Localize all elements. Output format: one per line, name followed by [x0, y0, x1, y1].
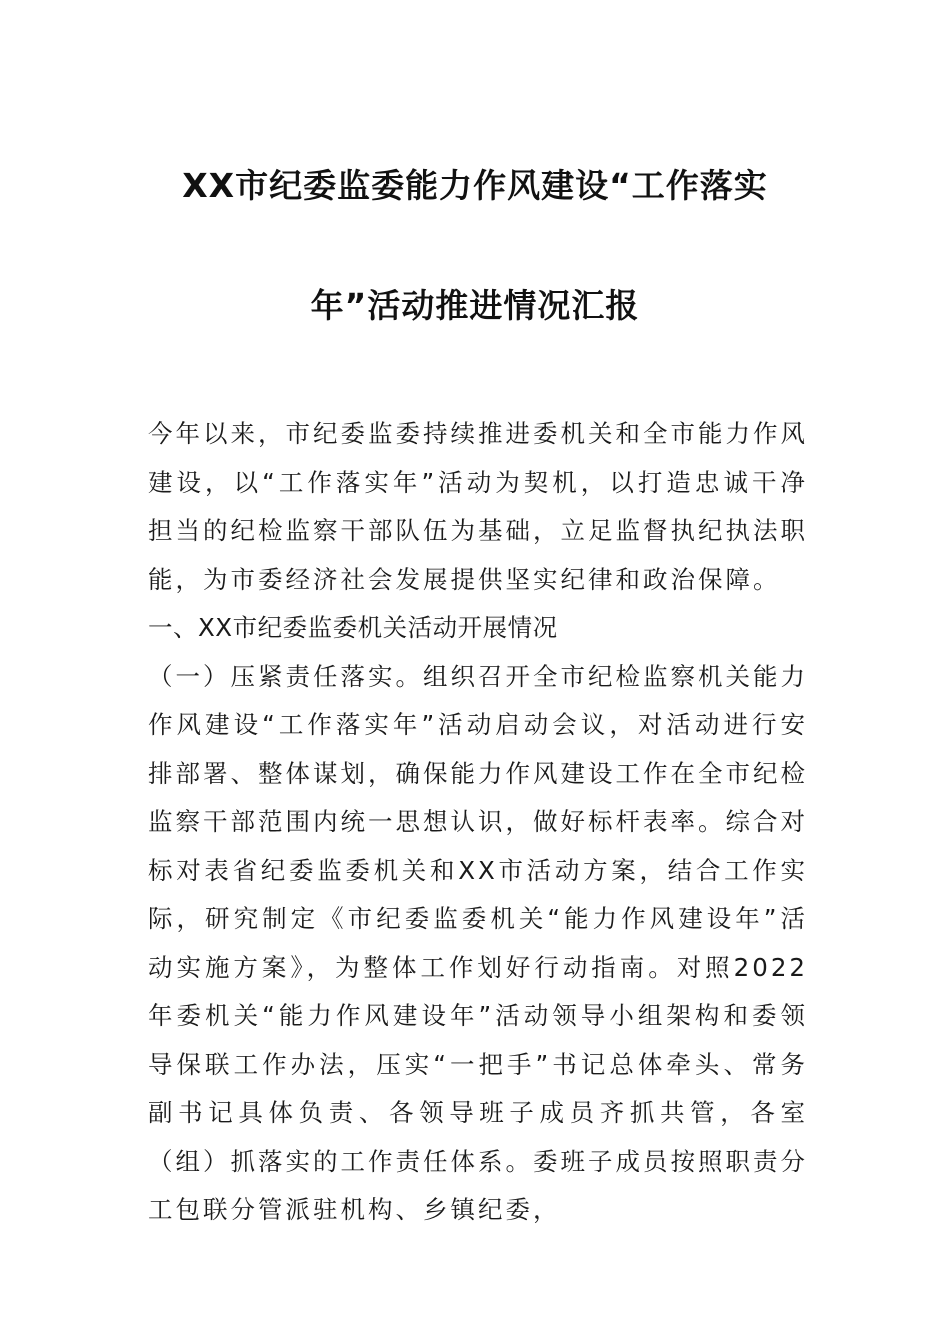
document-title-line-2: 年”活动推进情况汇报 — [310, 286, 640, 325]
document-body — [148, 410, 808, 1235]
intro-paragraph: 今年以来，市纪委监委持续推进委机关和全市能力作风建设，以“工作落实年”活动为契机，以打造忠诚干净担当的纪检监察干部队伍为基础，立足监督执纪执法职能，为市委经济社会发展提供坚实纪律和政治保障。 — [148, 419, 808, 594]
section-1-heading: 一、XX市纪委监委机关活动开展情况 — [148, 613, 558, 642]
section-1-paragraph-1: （一）压紧责任落实。组织召开全市纪检监察机关能力作风建设“工作落实年”活动启动会议，对活动进行安排部署、整体谋划，确保能力作风建设工作在全市纪检监察干部范围内统一思想认识，做好标杆表率。综合对标对表省纪委监委机关和XX市活动方案，结合工作实际，研究制定《市纪委监委机关“能力作风建设年”活动实施方案》，为整体工作划好行动指南。对照2022年委机关“能力作风建设年”活动领导小组架构和委领导保联工作办法，压实“一把手”书记总体牵头、常务副书记具体负责、各领导班子成员齐抓共管，各室（组）抓落实的工作责任体系。委班子成员按照职责分工包联分管派驻机构、乡镇纪委， — [148, 661, 808, 1224]
document-title-line-1: XX市纪委监委能力作风建设“工作落实 — [182, 166, 768, 205]
